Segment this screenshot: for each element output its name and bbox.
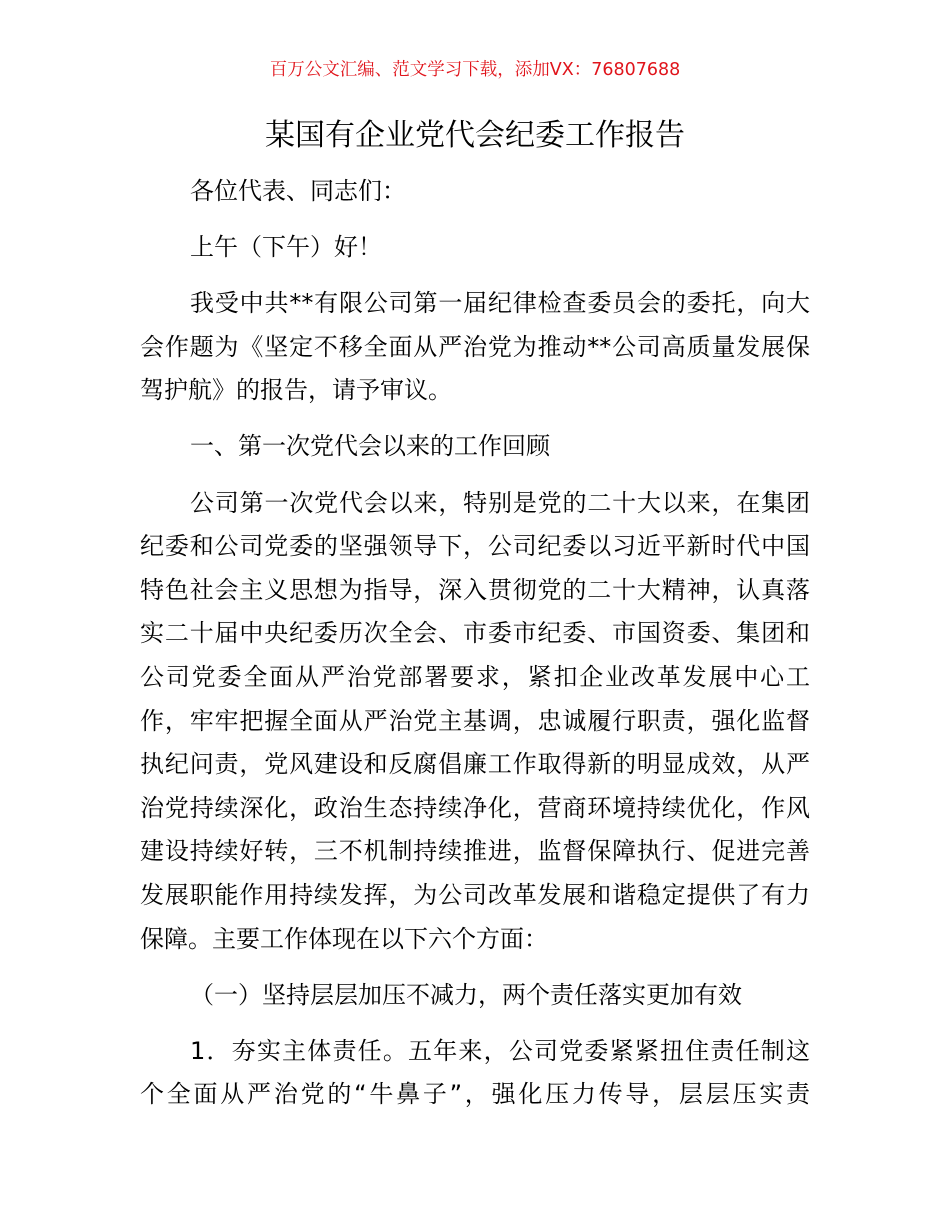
document-body: [140, 170, 810, 1117]
paragraph-line: 公司第一次党代会以来，特别是党的二十大以来，在集团: [190, 488, 810, 517]
section-heading: 一、第一次党代会以来的工作回顾: [190, 432, 550, 461]
greeting-line: 上午（下午）好！: [190, 233, 382, 262]
paragraph-line: 纪委和公司党委的坚强领导下，公司纪委以习近平新时代中国: [140, 532, 810, 561]
paragraph-line: 作，牢牢把握全面从严治党主基调，忠诚履行职责，强化监督: [140, 706, 810, 735]
subsection-heading: （一）坚持层层加压不减力，两个责任落实更加有效: [190, 980, 742, 1009]
paragraph-line: 发展职能作用持续发挥，为公司改革发展和谐稳定提供了有力: [140, 880, 810, 909]
paragraph-line: 治党持续深化，政治生态持续净化，营商环境持续优化，作风: [140, 793, 810, 822]
paragraph-line: 驾护航》的报告，请予审议。: [140, 376, 452, 405]
paragraph-line: 保障。主要工作体现在以下六个方面：: [140, 924, 548, 953]
salutation-line: 各位代表、同志们：: [190, 177, 406, 205]
paragraph-line: 个全面从严治党的“牛鼻子”，强化压力传导，层层压实责: [140, 1080, 810, 1109]
header-note: 百万公文汇编、范文学习下载，添加VX：76807688: [269, 60, 681, 80]
paragraph-line: 公司党委全面从严治党部署要求，紧扣企业改革发展中心工: [140, 662, 810, 691]
paragraph-line: 我受中共**有限公司第一届纪律检查委员会的委托，向大: [190, 289, 810, 318]
paragraph-line: 特色社会主义思想为指导，深入贯彻党的二十大精神，认真落: [140, 575, 810, 604]
paragraph-line: 实二十届中央纪委历次全会、市委市纪委、市国资委、集团和: [140, 619, 810, 648]
paragraph-line: 1．夯实主体责任。五年来，公司党委紧紧扭住责任制这: [190, 1036, 810, 1065]
paragraph-line: 执纪问责，党风建设和反腐倡廉工作取得新的明显成效，从严: [140, 750, 810, 779]
paragraph-line: 建设持续好转，三不机制持续推进，监督保障执行、促进完善: [140, 837, 810, 866]
page-title: 某国有企业党代会纪委工作报告: [265, 118, 685, 153]
paragraph-line: 会作题为《坚定不移全面从严治党为推动**公司高质量发展保: [140, 332, 810, 361]
